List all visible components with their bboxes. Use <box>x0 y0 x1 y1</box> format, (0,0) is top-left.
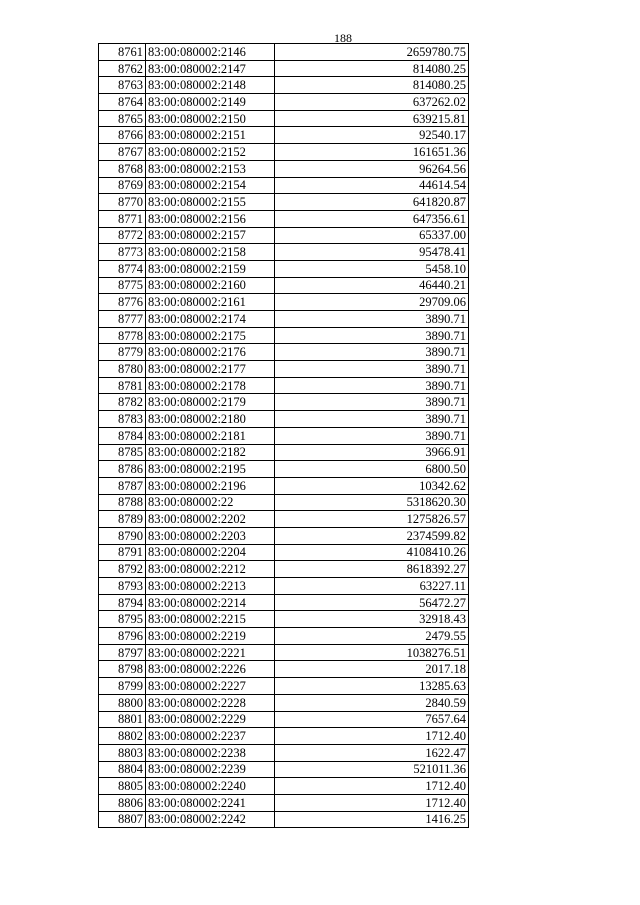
table-row <box>99 561 469 578</box>
row-number-cell: 8776 <box>99 294 146 311</box>
cadastral-number-cell: 83:00:080002:2215 <box>146 611 275 628</box>
table-row <box>99 694 469 711</box>
row-number-cell: 8775 <box>99 277 146 294</box>
cadastral-number-cell: 83:00:080002:2228 <box>146 694 275 711</box>
cadastral-value-cell: 3890.71 <box>275 327 469 344</box>
cadastral-value-cell: 7657.64 <box>275 711 469 728</box>
cadastral-value-cell: 1416.25 <box>275 811 469 828</box>
table-row <box>99 511 469 528</box>
cadastral-value-cell: 4108410.26 <box>275 544 469 561</box>
cadastral-value-cell: 1622.47 <box>275 744 469 761</box>
cadastral-number-cell: 83:00:080002:22 <box>146 494 275 511</box>
row-number-cell: 8770 <box>99 194 146 211</box>
cadastral-value-cell: 3890.71 <box>275 377 469 394</box>
table-row <box>99 77 469 94</box>
table-row <box>99 678 469 695</box>
row-number-cell: 8762 <box>99 60 146 77</box>
table-row <box>99 761 469 778</box>
cadastral-value-cell: 814080.25 <box>275 77 469 94</box>
table-row <box>99 94 469 111</box>
table-row <box>99 210 469 227</box>
table-row <box>99 494 469 511</box>
table-row <box>99 294 469 311</box>
row-number-cell: 8784 <box>99 427 146 444</box>
cadastral-number-cell: 83:00:080002:2195 <box>146 461 275 478</box>
table-row <box>99 661 469 678</box>
row-number-cell: 8802 <box>99 728 146 745</box>
row-number-cell: 8783 <box>99 411 146 428</box>
cadastral-number-cell: 83:00:080002:2155 <box>146 194 275 211</box>
cadastral-value-cell: 2840.59 <box>275 694 469 711</box>
table-row <box>99 611 469 628</box>
cadastral-number-cell: 83:00:080002:2160 <box>146 277 275 294</box>
table-row <box>99 377 469 394</box>
cadastral-number-cell: 83:00:080002:2203 <box>146 527 275 544</box>
cadastral-value-table <box>98 43 469 828</box>
cadastral-value-cell: 637262.02 <box>275 94 469 111</box>
table-row <box>99 144 469 161</box>
row-number-cell: 8777 <box>99 311 146 328</box>
table-row <box>99 327 469 344</box>
cadastral-value-cell: 65337.00 <box>275 227 469 244</box>
row-number-cell: 8781 <box>99 377 146 394</box>
table-row <box>99 811 469 828</box>
cadastral-number-cell: 83:00:080002:2159 <box>146 260 275 277</box>
cadastral-number-cell: 83:00:080002:2227 <box>146 678 275 695</box>
row-number-cell: 8769 <box>99 177 146 194</box>
table-row <box>99 744 469 761</box>
cadastral-value-cell: 1712.40 <box>275 794 469 811</box>
row-number-cell: 8786 <box>99 461 146 478</box>
table-row <box>99 527 469 544</box>
cadastral-number-cell: 83:00:080002:2176 <box>146 344 275 361</box>
row-number-cell: 8761 <box>99 44 146 61</box>
cadastral-number-cell: 83:00:080002:2157 <box>146 227 275 244</box>
table-body <box>99 44 469 828</box>
cadastral-number-cell: 83:00:080002:2214 <box>146 594 275 611</box>
row-number-cell: 8788 <box>99 494 146 511</box>
table-row <box>99 544 469 561</box>
cadastral-number-cell: 83:00:080002:2241 <box>146 794 275 811</box>
cadastral-value-cell: 2374599.82 <box>275 527 469 544</box>
row-number-cell: 8801 <box>99 711 146 728</box>
cadastral-value-cell: 5458.10 <box>275 260 469 277</box>
cadastral-value-cell: 2017.18 <box>275 661 469 678</box>
cadastral-number-cell: 83:00:080002:2181 <box>146 427 275 444</box>
cadastral-number-cell: 83:00:080002:2174 <box>146 311 275 328</box>
table-row <box>99 110 469 127</box>
cadastral-value-cell: 63227.11 <box>275 578 469 595</box>
row-number-cell: 8796 <box>99 628 146 645</box>
table-row <box>99 227 469 244</box>
cadastral-value-cell: 3890.71 <box>275 311 469 328</box>
cadastral-number-cell: 83:00:080002:2242 <box>146 811 275 828</box>
table-row <box>99 711 469 728</box>
cadastral-number-cell: 83:00:080002:2237 <box>146 728 275 745</box>
cadastral-number-cell: 83:00:080002:2182 <box>146 444 275 461</box>
table-row <box>99 277 469 294</box>
table-row <box>99 177 469 194</box>
row-number-cell: 8797 <box>99 644 146 661</box>
cadastral-number-cell: 83:00:080002:2146 <box>146 44 275 61</box>
cadastral-value-cell: 3890.71 <box>275 361 469 378</box>
row-number-cell: 8787 <box>99 477 146 494</box>
cadastral-value-cell: 3966.91 <box>275 444 469 461</box>
row-number-cell: 8773 <box>99 244 146 261</box>
row-number-cell: 8799 <box>99 678 146 695</box>
cadastral-number-cell: 83:00:080002:2229 <box>146 711 275 728</box>
cadastral-value-cell: 56472.27 <box>275 594 469 611</box>
cadastral-number-cell: 83:00:080002:2147 <box>146 60 275 77</box>
cadastral-value-cell: 32918.43 <box>275 611 469 628</box>
cadastral-value-cell: 2659780.75 <box>275 44 469 61</box>
table-row <box>99 778 469 795</box>
row-number-cell: 8765 <box>99 110 146 127</box>
row-number-cell: 8795 <box>99 611 146 628</box>
cadastral-value-cell: 1275826.57 <box>275 511 469 528</box>
cadastral-number-cell: 83:00:080002:2179 <box>146 394 275 411</box>
cadastral-number-cell: 83:00:080002:2158 <box>146 244 275 261</box>
row-number-cell: 8778 <box>99 327 146 344</box>
table-row <box>99 578 469 595</box>
row-number-cell: 8790 <box>99 527 146 544</box>
cadastral-value-cell: 3890.71 <box>275 411 469 428</box>
row-number-cell: 8806 <box>99 794 146 811</box>
cadastral-number-cell: 83:00:080002:2153 <box>146 160 275 177</box>
row-number-cell: 8798 <box>99 661 146 678</box>
cadastral-number-cell: 83:00:080002:2178 <box>146 377 275 394</box>
table-row <box>99 461 469 478</box>
cadastral-value-cell: 521011.36 <box>275 761 469 778</box>
row-number-cell: 8804 <box>99 761 146 778</box>
cadastral-value-cell: 3890.71 <box>275 344 469 361</box>
table-row <box>99 444 469 461</box>
cadastral-number-cell: 83:00:080002:2149 <box>146 94 275 111</box>
row-number-cell: 8793 <box>99 578 146 595</box>
table-row <box>99 427 469 444</box>
table-row <box>99 260 469 277</box>
table-row <box>99 244 469 261</box>
cadastral-number-cell: 83:00:080002:2180 <box>146 411 275 428</box>
table-row <box>99 728 469 745</box>
table-row <box>99 44 469 61</box>
cadastral-number-cell: 83:00:080002:2221 <box>146 644 275 661</box>
table-row <box>99 628 469 645</box>
table-row <box>99 361 469 378</box>
table-row <box>99 411 469 428</box>
cadastral-value-cell: 8618392.27 <box>275 561 469 578</box>
cadastral-number-cell: 83:00:080002:2152 <box>146 144 275 161</box>
row-number-cell: 8800 <box>99 694 146 711</box>
row-number-cell: 8774 <box>99 260 146 277</box>
cadastral-value-cell: 13285.63 <box>275 678 469 695</box>
row-number-cell: 8768 <box>99 160 146 177</box>
cadastral-number-cell: 83:00:080002:2196 <box>146 477 275 494</box>
table-row <box>99 344 469 361</box>
table-row <box>99 311 469 328</box>
table-row <box>99 477 469 494</box>
cadastral-number-cell: 83:00:080002:2213 <box>146 578 275 595</box>
row-number-cell: 8764 <box>99 94 146 111</box>
cadastral-value-cell: 1038276.51 <box>275 644 469 661</box>
row-number-cell: 8766 <box>99 127 146 144</box>
cadastral-number-cell: 83:00:080002:2161 <box>146 294 275 311</box>
table-row <box>99 60 469 77</box>
row-number-cell: 8792 <box>99 561 146 578</box>
table-row <box>99 794 469 811</box>
cadastral-number-cell: 83:00:080002:2240 <box>146 778 275 795</box>
row-number-cell: 8789 <box>99 511 146 528</box>
cadastral-value-cell: 95478.41 <box>275 244 469 261</box>
cadastral-value-cell: 1712.40 <box>275 778 469 795</box>
cadastral-value-cell: 3890.71 <box>275 394 469 411</box>
row-number-cell: 8772 <box>99 227 146 244</box>
row-number-cell: 8782 <box>99 394 146 411</box>
cadastral-value-cell: 6800.50 <box>275 461 469 478</box>
cadastral-number-cell: 83:00:080002:2175 <box>146 327 275 344</box>
table-row <box>99 160 469 177</box>
table-row <box>99 127 469 144</box>
cadastral-value-cell: 814080.25 <box>275 60 469 77</box>
table-row <box>99 394 469 411</box>
cadastral-value-cell: 44614.54 <box>275 177 469 194</box>
cadastral-number-cell: 83:00:080002:2226 <box>146 661 275 678</box>
cadastral-number-cell: 83:00:080002:2150 <box>146 110 275 127</box>
cadastral-number-cell: 83:00:080002:2238 <box>146 744 275 761</box>
cadastral-value-cell: 639215.81 <box>275 110 469 127</box>
cadastral-value-cell: 3890.71 <box>275 427 469 444</box>
cadastral-value-cell: 10342.62 <box>275 477 469 494</box>
cadastral-value-cell: 161651.36 <box>275 144 469 161</box>
row-number-cell: 8771 <box>99 210 146 227</box>
cadastral-number-cell: 83:00:080002:2219 <box>146 628 275 645</box>
cadastral-value-cell: 46440.21 <box>275 277 469 294</box>
row-number-cell: 8805 <box>99 778 146 795</box>
cadastral-value-cell: 1712.40 <box>275 728 469 745</box>
table-row <box>99 194 469 211</box>
table-row <box>99 644 469 661</box>
cadastral-value-cell: 2479.55 <box>275 628 469 645</box>
cadastral-value-cell: 647356.61 <box>275 210 469 227</box>
row-number-cell: 8767 <box>99 144 146 161</box>
cadastral-number-cell: 83:00:080002:2156 <box>146 210 275 227</box>
row-number-cell: 8780 <box>99 361 146 378</box>
row-number-cell: 8803 <box>99 744 146 761</box>
cadastral-number-cell: 83:00:080002:2204 <box>146 544 275 561</box>
cadastral-number-cell: 83:00:080002:2148 <box>146 77 275 94</box>
row-number-cell: 8785 <box>99 444 146 461</box>
page-number: 188 <box>334 31 352 45</box>
cadastral-value-cell: 5318620.30 <box>275 494 469 511</box>
cadastral-number-cell: 83:00:080002:2212 <box>146 561 275 578</box>
cadastral-value-cell: 92540.17 <box>275 127 469 144</box>
row-number-cell: 8791 <box>99 544 146 561</box>
row-number-cell: 8794 <box>99 594 146 611</box>
cadastral-number-cell: 83:00:080002:2202 <box>146 511 275 528</box>
cadastral-value-cell: 29709.06 <box>275 294 469 311</box>
cadastral-value-cell: 641820.87 <box>275 194 469 211</box>
cadastral-number-cell: 83:00:080002:2177 <box>146 361 275 378</box>
cadastral-number-cell: 83:00:080002:2154 <box>146 177 275 194</box>
cadastral-number-cell: 83:00:080002:2151 <box>146 127 275 144</box>
row-number-cell: 8763 <box>99 77 146 94</box>
cadastral-number-cell: 83:00:080002:2239 <box>146 761 275 778</box>
row-number-cell: 8779 <box>99 344 146 361</box>
cadastral-value-cell: 96264.56 <box>275 160 469 177</box>
row-number-cell: 8807 <box>99 811 146 828</box>
table-row <box>99 594 469 611</box>
